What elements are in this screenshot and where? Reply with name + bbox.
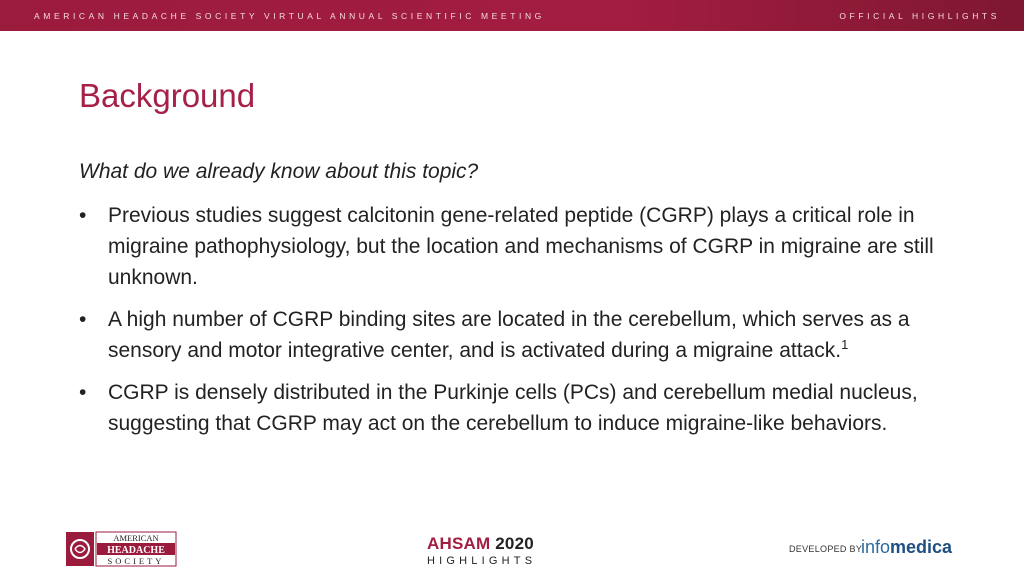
bullet-list xyxy=(79,200,969,450)
logo-line-headache: HEADACHE xyxy=(107,545,165,556)
bullet-text: CGRP is densely distributed in the Purkinje cells (PCs) and cerebellum medial nucleus, suggesting that CGRP may act on the cerebellum to induce migraine-like behaviors. xyxy=(108,381,918,435)
ahsam-2020-logo xyxy=(427,534,547,567)
year-label: 2020 xyxy=(495,534,534,553)
logo-line-society: SOCIETY xyxy=(107,556,165,566)
meeting-title: AMERICAN HEADACHE SOCIETY VIRTUAL ANNUAL SCIENTIFIC MEETING xyxy=(34,11,545,21)
infomedica-light: info xyxy=(861,537,891,557)
footer xyxy=(0,520,1024,576)
official-highlights-label: OFFICIAL HIGHLIGHTS xyxy=(839,11,1000,21)
slide-title: Background xyxy=(79,77,256,114)
developed-by-label: DEVELOPED BY xyxy=(789,544,863,554)
header-banner xyxy=(0,0,1024,31)
footnote-ref: 1 xyxy=(841,337,849,352)
bullet-item xyxy=(79,200,969,293)
infomedica-bold: medica xyxy=(890,537,953,557)
bullet-icon: • xyxy=(79,381,87,404)
american-headache-society-logo xyxy=(66,530,178,568)
infomedica-logo xyxy=(861,537,952,558)
bullet-icon: • xyxy=(79,308,87,331)
bullet-item xyxy=(79,304,969,366)
bullet-text: A high number of CGRP binding sites are located in the cerebellum, which serves as a sensory and motor integrative center, and is activated during a migraine attack. xyxy=(108,308,910,362)
ahsam-label: AHSAM xyxy=(427,534,491,553)
logo-line-american: AMERICAN xyxy=(113,533,159,543)
question-text: What do we already know about this topic? xyxy=(79,160,479,183)
highlights-label: HIGHLIGHTS xyxy=(427,555,537,567)
bullet-text: Previous studies suggest calcitonin gene-related peptide (CGRP) plays a critical role in migraine pathophysiology, but the location and mechanisms of CGRP in migraine are still unknown. xyxy=(108,204,934,289)
bullet-icon: • xyxy=(79,204,87,227)
bullet-item xyxy=(79,377,969,439)
